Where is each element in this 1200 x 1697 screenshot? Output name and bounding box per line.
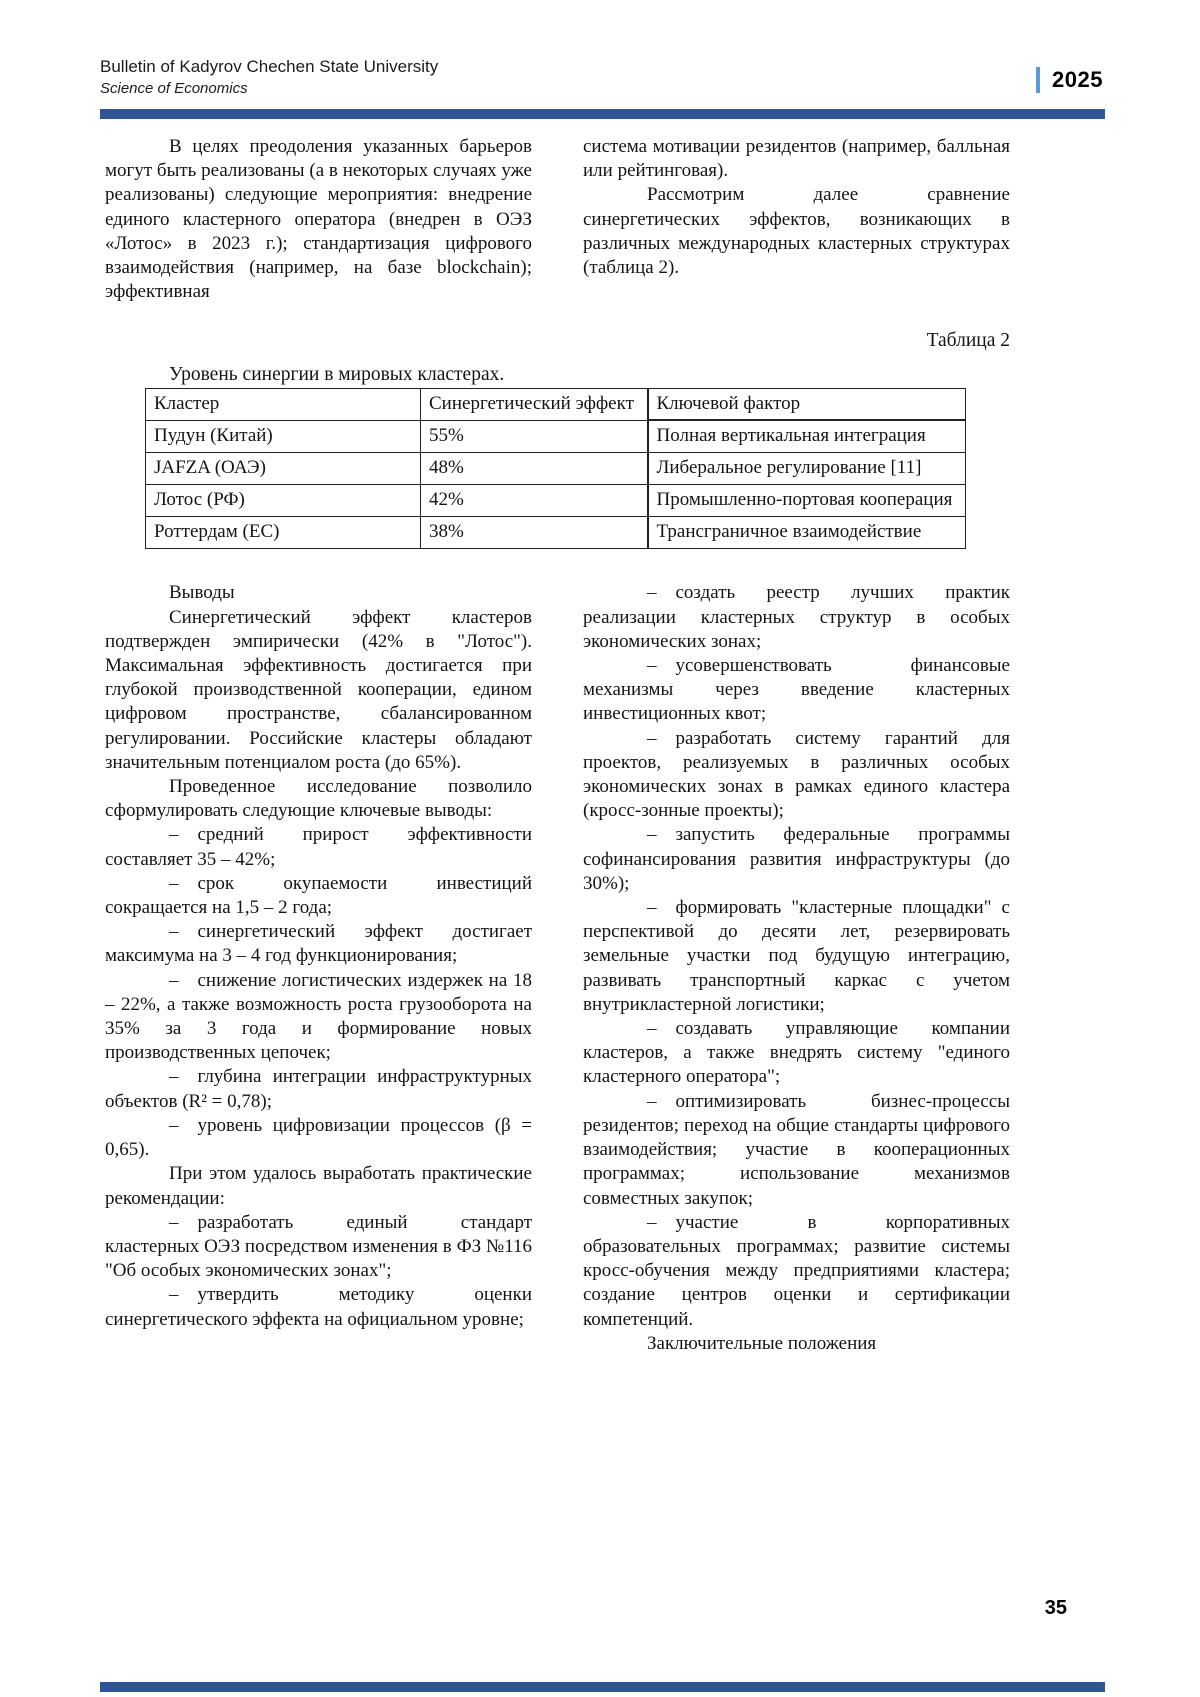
year-block bbox=[1036, 67, 1103, 99]
page-header bbox=[0, 0, 1200, 99]
bullet-item: – создавать управляющие компании кластеров, а также внедрять систему "единого кластерного оператора"; bbox=[583, 1018, 1010, 1088]
table-cell: Роттердам (ЕС) bbox=[146, 517, 421, 549]
bullet-item: – средний прирост эффективности составляет 35 – 42%; bbox=[105, 824, 532, 870]
table-caption: Таблица 2 bbox=[926, 330, 1010, 352]
table-cell: Либеральное регулирование [11] bbox=[648, 453, 966, 485]
bullet-item: – участие в корпоративных образовательных программах; развитие системы кросс-обучения между предприятиями кластера; создание центров оценки и сертификации компетенций. bbox=[583, 1211, 1010, 1330]
table-header-divider bbox=[648, 419, 967, 420]
table-cell: Лотос (РФ) bbox=[146, 485, 421, 517]
paragraph: В целях преодоления указанных барьеров могут быть реализованы (а в некоторых случаях уже реализованы) следующие мероприятия: внедрение единого кластерного оператора (внедрен в ОЭЗ «Лотос» в 2023 г.); стандартизация цифрового взаимодействия (например, на базе blockchain); эффективная bbox=[105, 136, 532, 303]
table-cell: Пудун (Китай) bbox=[146, 421, 421, 453]
paragraph: Проведенное исследование позволило сформулировать следующие ключевые выводы: bbox=[105, 776, 532, 822]
table-header-cell bbox=[648, 389, 966, 421]
table-row bbox=[146, 485, 966, 517]
paragraph: система мотивации резидентов (например, балльная или рейтинговая). bbox=[583, 136, 1010, 182]
table-cell: 48% bbox=[421, 453, 648, 485]
table-cell: JAFZA (ОАЭ) bbox=[146, 453, 421, 485]
table-cell: Трансграничное взаимодействие bbox=[648, 517, 966, 549]
bullet-item: – создать реестр лучших практик реализации кластерных структур в особых экономических зонах; bbox=[583, 582, 1010, 652]
bullet-item: – снижение логистических издержек на 18 – 22%, а также возможность роста грузооборота на 35% за 3 года и формирование новых производственных цепочек; bbox=[105, 969, 532, 1064]
paragraph: Рассмотрим далее сравнение синергетических эффектов, возникающих в различных международных кластерных структурах (таблица 2). bbox=[583, 184, 1010, 279]
table-cell: 55% bbox=[421, 421, 648, 453]
table-header-row bbox=[146, 389, 966, 421]
table-row bbox=[146, 453, 966, 485]
intro-left-column bbox=[105, 135, 532, 304]
year-divider-bar bbox=[1036, 67, 1040, 93]
text-area bbox=[105, 135, 1010, 1356]
table-cell: 38% bbox=[421, 517, 648, 549]
bullet-item: – запустить федеральные программы софинансирования развития инфраструктуры (до 30%); bbox=[583, 824, 1010, 894]
journal-title: Bulletin of Kadyrov Chechen State University bbox=[100, 57, 439, 76]
table-header-cell: Кластер bbox=[146, 389, 421, 421]
table-cell: Полная вертикальная интеграция bbox=[648, 421, 966, 453]
bullet-item: – разработать систему гарантий для проектов, реализуемых в различных особых экономических зонах в рамках единого кластера (кросс-зонные проекты); bbox=[583, 727, 1010, 822]
bullet-item: – усовершенствовать финансовые механизмы через введение кластерных инвестиционных квот; bbox=[583, 655, 1010, 725]
bullet-item: – формировать "кластерные площадки" с перспективой до десяти лет, резервировать земельные участки под будущую интеграцию, развивать транспортный каркас с учетом внутрикластерной логистики; bbox=[583, 897, 1010, 1015]
table-row bbox=[146, 517, 966, 549]
section-heading: Заключительные положения bbox=[647, 1332, 877, 1354]
publication-year: 2025 bbox=[1052, 67, 1103, 92]
top-rule bbox=[100, 109, 1105, 119]
bullet-item: – срок окупаемости инвестиций сокращается на 1,5 – 2 года; bbox=[105, 872, 532, 919]
journal-identity bbox=[100, 56, 438, 99]
table-header-cell: Синергетический эффект bbox=[421, 389, 648, 421]
page-number: 35 bbox=[1044, 1597, 1067, 1619]
bullet-item: – уровень цифровизации процессов (β = 0,65). bbox=[105, 1114, 532, 1161]
table-title: Уровень синергии в мировых кластерах. bbox=[169, 364, 505, 386]
conclusions-right-column bbox=[583, 581, 1010, 1356]
intro-right-column bbox=[583, 135, 1010, 304]
bullet-item: – разработать единый стандарт кластерных ОЭЗ посредством изменения в ФЗ №116 "Об особых экономических зонах"; bbox=[105, 1211, 532, 1282]
synergy-table bbox=[145, 388, 966, 549]
table-header-label: Ключевой фактор bbox=[656, 393, 801, 415]
conclusions-section bbox=[105, 581, 1010, 1356]
paragraph: Синергетический эффект кластеров подтвержден эмпирически (42% в "Лотос"). Максимальная эффективность достигается при глубокой производственной кооперации, едином цифровом пространстве, сбалансированном регулировании. Российские кластеры обладают значительным потенциалом роста (до 65%). bbox=[105, 606, 532, 773]
bottom-rule bbox=[100, 1682, 1105, 1692]
bullet-item: – утвердить методику оценки синергетического эффекта на официальном уровне; bbox=[105, 1284, 532, 1330]
bullet-item: – синергетический эффект достигает максимума на 3 – 4 год функционирования; bbox=[105, 921, 532, 967]
paragraph: При этом удалось выработать практические рекомендации: bbox=[105, 1163, 532, 1209]
table-cell: 42% bbox=[421, 485, 648, 517]
journal-subtitle: Science of Economics bbox=[100, 80, 248, 97]
bullet-item: – оптимизировать бизнес-процессы резидентов; переход на общие стандарты цифрового взаимодействия; участие в кооперационных программах; использование механизмов совместных закупок; bbox=[583, 1090, 1010, 1209]
table-row bbox=[146, 421, 966, 453]
bullet-item: – глубина интеграции инфраструктурных объектов (R² = 0,78); bbox=[105, 1066, 532, 1112]
table-cell: Промышленно-портовая кооперация bbox=[648, 485, 966, 517]
conclusions-left-column bbox=[105, 581, 532, 1356]
intro-section bbox=[105, 135, 1010, 304]
section-heading: Выводы bbox=[169, 582, 235, 604]
